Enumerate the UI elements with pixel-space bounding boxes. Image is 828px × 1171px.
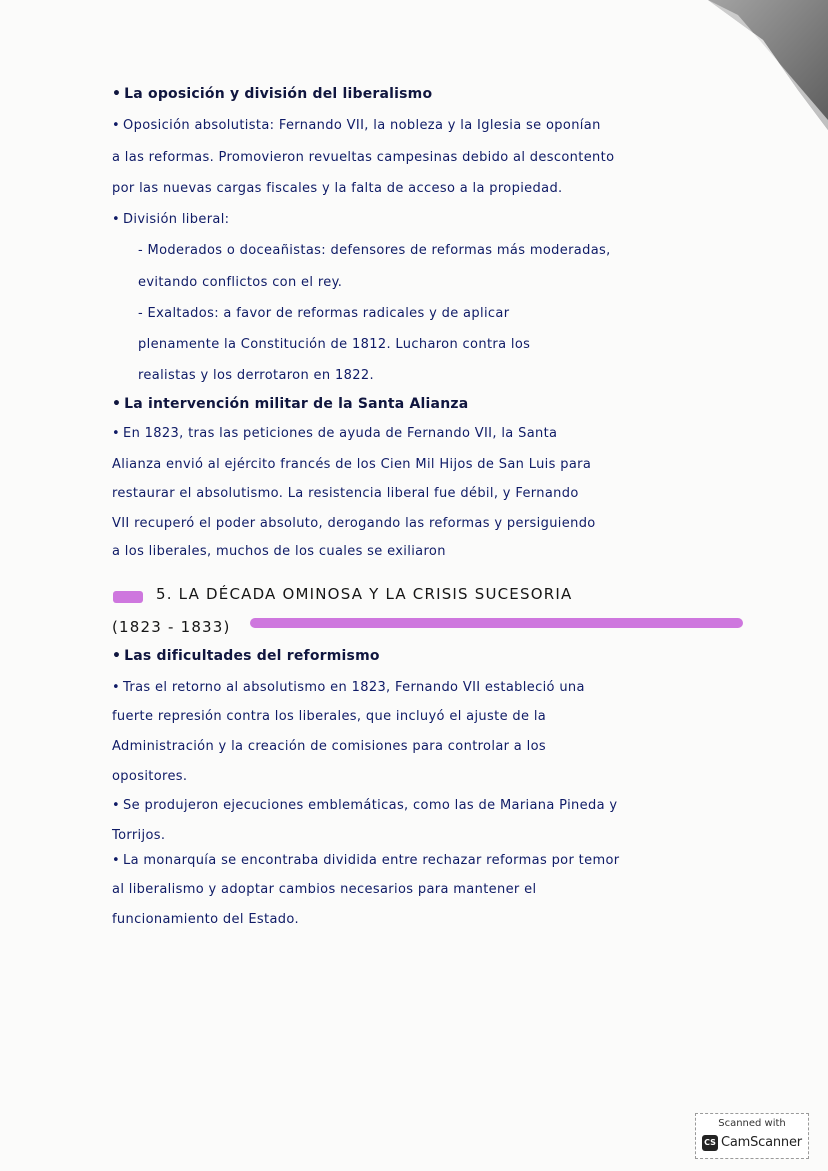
text-line	[138, 275, 342, 290]
line-text: En 1823, tras las peticiones de ayuda de Fernando VII, la Santa	[123, 426, 558, 441]
line-text: La monarquía se encontraba dividida entre rechazar reformas por temor	[123, 853, 620, 868]
text-line	[138, 243, 611, 258]
text-line	[138, 368, 374, 383]
line-text: VII recuperó el poder absoluto, derogando las reformas y persiguiendo	[112, 516, 596, 531]
subheading-oposicion	[112, 86, 432, 102]
line-text: Alianza envió al ejército francés de los Cien Mil Hijos de San Luis para	[112, 457, 592, 472]
line-text: funcionamiento del Estado.	[112, 912, 299, 927]
text-line	[112, 150, 614, 165]
camscanner-watermark	[695, 1113, 809, 1159]
line-text: plenamente la Constitución de 1812. Lucharon contra los	[138, 337, 531, 352]
text-line	[138, 306, 509, 321]
line-text: a los liberales, muchos de los cuales se exiliaron	[112, 544, 446, 559]
line-text: División liberal:	[123, 212, 230, 227]
line-text: evitando conflictos con el rey.	[138, 275, 343, 290]
bullet: •	[112, 648, 122, 664]
text-line	[112, 426, 557, 441]
line-text: - Moderados o doceañistas: defensores de reformas más moderadas,	[138, 243, 611, 258]
text-line	[112, 181, 563, 196]
line-text: Administración y la creación de comisiones para controlar a los	[112, 739, 546, 754]
line-text: realistas y los derrotaron en 1822.	[138, 368, 374, 383]
watermark-label: Scanned with	[718, 1118, 786, 1129]
text-line	[112, 882, 536, 897]
text-line	[112, 457, 591, 472]
line-text: Se produjeron ejecuciones emblemáticas, como las de Mariana Pineda y	[123, 798, 618, 813]
bullet: •	[112, 853, 121, 868]
line-text: Las dificultades del reformismo	[124, 648, 380, 664]
text-line	[112, 118, 601, 133]
text-line	[112, 798, 617, 813]
line-text: La intervención militar de la Santa Alianza	[124, 396, 469, 412]
line-text: restaurar el absolutismo. La resistencia liberal fue débil, y Fernando	[112, 486, 579, 501]
subheading-santa-alianza	[112, 396, 468, 412]
text-line	[112, 853, 619, 868]
watermark-brand: CamScanner	[721, 1135, 802, 1150]
text-line	[112, 486, 579, 501]
section-heading-dates	[112, 618, 231, 636]
text-line	[112, 680, 585, 695]
bullet: •	[112, 86, 122, 102]
line-text: (1823 - 1833)	[112, 618, 231, 636]
bullet: •	[112, 680, 121, 695]
line-text: Tras el retorno al absolutismo en 1823, Fernando VII estableció una	[123, 680, 585, 695]
highlight-mark	[113, 591, 143, 603]
line-text: Oposición absolutista: Fernando VII, la nobleza y la Iglesia se oponían	[123, 118, 601, 133]
text-line	[112, 212, 229, 227]
text-line	[112, 739, 546, 754]
line-text: 5. LA DÉCADA OMINOSA Y LA CRISIS SUCESORIA	[156, 585, 573, 603]
text-line	[112, 516, 596, 531]
text-line	[138, 337, 530, 352]
text-line	[112, 912, 299, 927]
line-text: a las reformas. Promovieron revueltas campesinas debido al descontento	[112, 150, 615, 165]
text-line	[112, 709, 546, 724]
bullet: •	[112, 118, 121, 133]
highlight-line	[250, 618, 743, 628]
line-text: al liberalismo y adoptar cambios necesarios para mantener el	[112, 882, 537, 897]
corner-fold-shadow	[708, 0, 828, 130]
section-heading	[156, 585, 572, 603]
bullet: •	[112, 212, 121, 227]
text-line	[112, 828, 165, 843]
line-text: La oposición y división del liberalismo	[124, 86, 433, 102]
text-line	[112, 544, 446, 559]
bullet: •	[112, 798, 121, 813]
line-text: fuerte represión contra los liberales, que incluyó el ajuste de la	[112, 709, 547, 724]
bullet: •	[112, 396, 122, 412]
line-text: por las nuevas cargas fiscales y la falta de acceso a la propiedad.	[112, 181, 563, 196]
line-text: - Exaltados: a favor de reformas radicales y de aplicar	[138, 306, 510, 321]
line-text: opositores.	[112, 769, 188, 784]
text-line	[112, 769, 187, 784]
line-text: Torrijos.	[112, 828, 166, 843]
camscanner-logo-icon: CS	[702, 1135, 718, 1151]
subheading-reformismo	[112, 648, 380, 664]
bullet: •	[112, 426, 121, 441]
